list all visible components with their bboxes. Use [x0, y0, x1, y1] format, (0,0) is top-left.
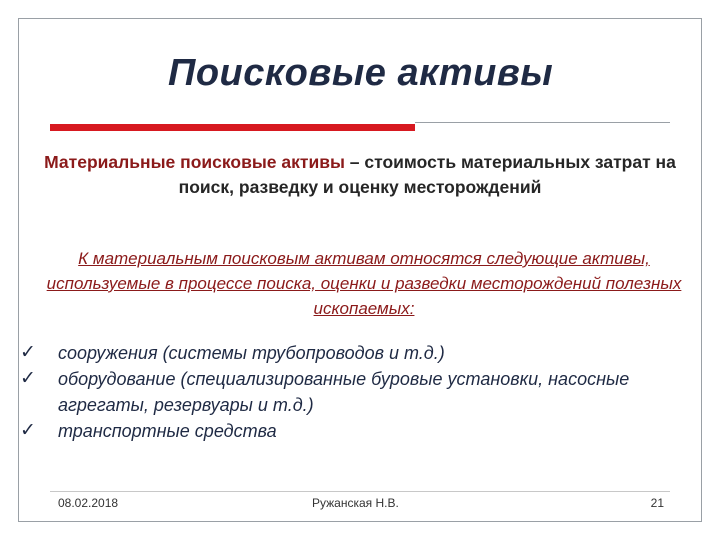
bullet-text: сооружения (системы трубопроводов и т.д.) [58, 343, 445, 363]
bullet-item-equipment [0, 366, 700, 418]
footer-date: 08.02.2018 [58, 496, 119, 510]
intro-paragraph: К материальным поисковым активам относятся следующие активы, используемые в процессе поиска, оценки и разведки месторождений полезных ископаемых: [46, 249, 682, 318]
checkmark-icon: ✓ [20, 420, 36, 441]
bullet-list [0, 340, 700, 444]
footer-author: Ружанская Н.В. [312, 496, 399, 510]
footer-page-number: 21 [650, 496, 664, 510]
slide-footer [50, 494, 670, 510]
slide-title: Поисковые активы [168, 52, 554, 94]
title-underline-red [50, 124, 415, 131]
title-underline-gray [415, 122, 670, 123]
bullet-item-vehicles [0, 418, 700, 444]
definition-rest: – стоимость материальных затрат на поиск, разведку и оценку месторождений [178, 152, 676, 197]
bullet-text: оборудование (специализированные буровые установки, насосные агрегаты, резервуары и т.д.) [58, 369, 630, 415]
definition-term: Материальные поисковые активы [44, 152, 345, 172]
definition-paragraph [40, 150, 680, 200]
footer-divider [50, 491, 670, 492]
checkmark-icon: ✓ [20, 342, 36, 363]
bullet-item-structures [0, 340, 700, 366]
checkmark-icon: ✓ [20, 368, 36, 389]
bullet-text: транспортные средства [58, 421, 277, 441]
